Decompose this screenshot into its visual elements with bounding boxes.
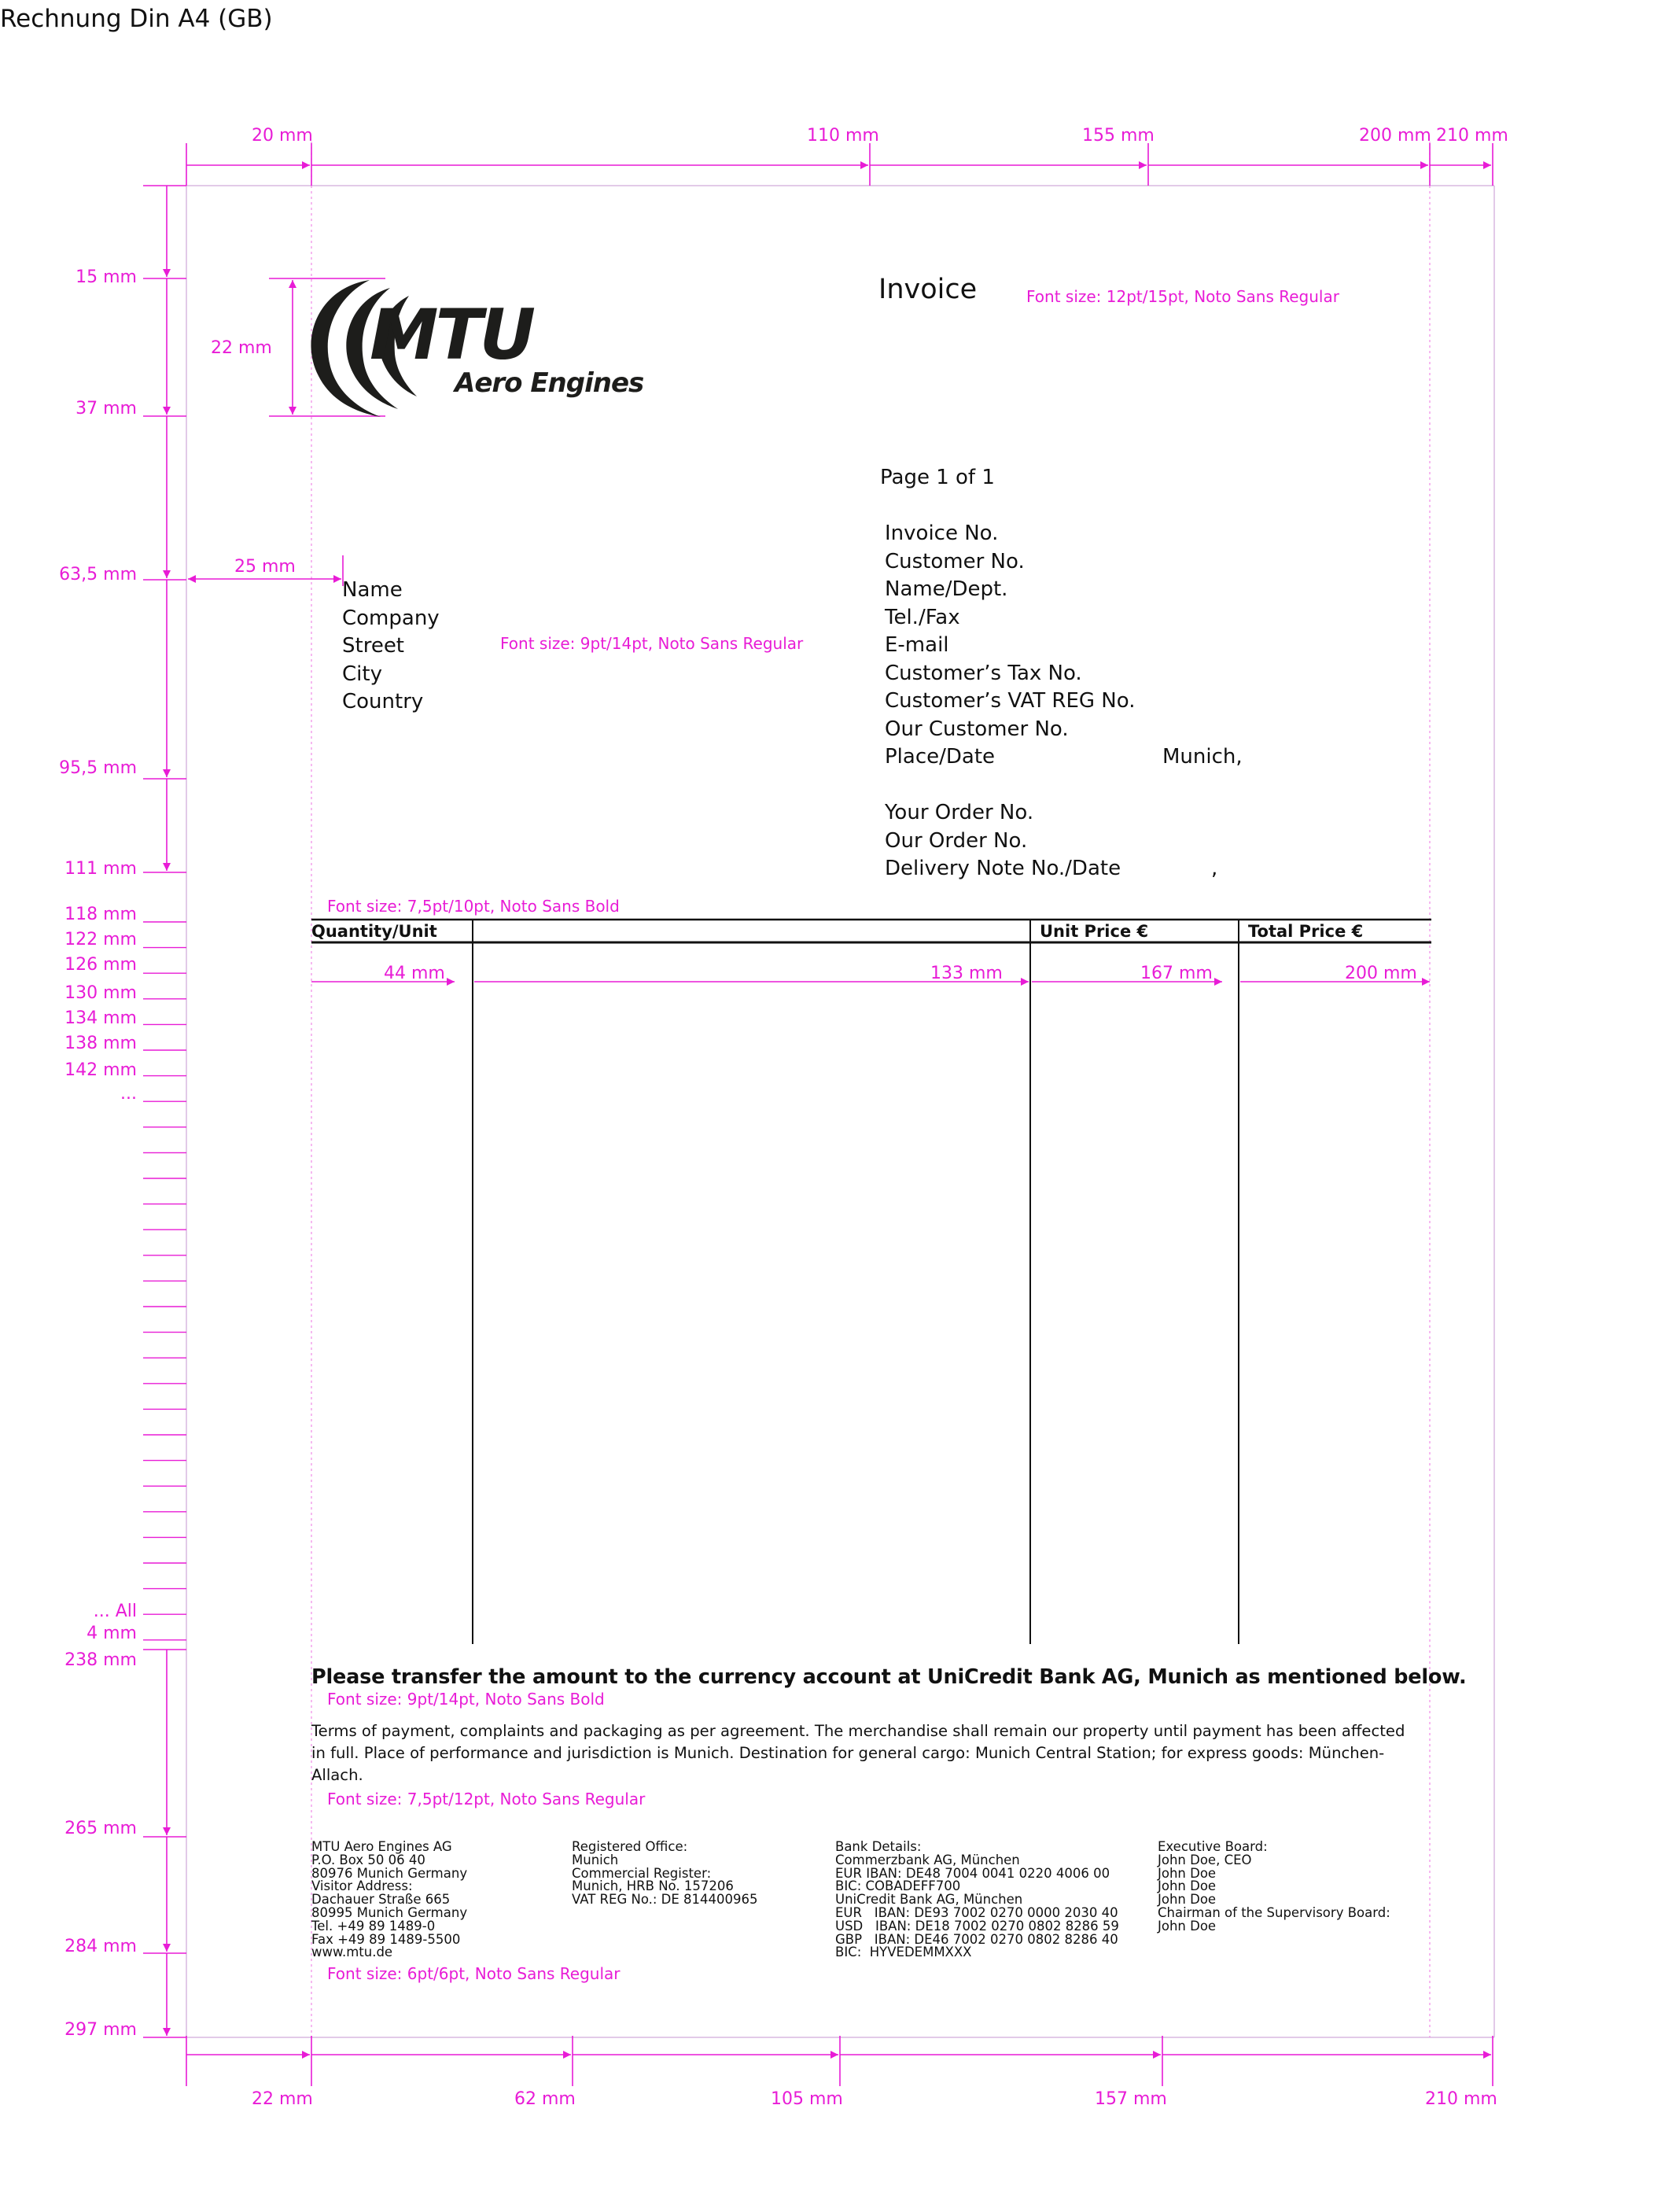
dim-left-all: ... All bbox=[93, 1602, 137, 1621]
dim-left-297: 297 mm bbox=[64, 2020, 137, 2040]
terms-line-3: Allach. bbox=[311, 1766, 363, 1784]
table-header-quantity: Quantity/Unit bbox=[311, 922, 437, 941]
dim-bottom-157: 157 mm bbox=[1095, 2089, 1167, 2109]
address-note: Font size: 9pt/14pt, Noto Sans Regular bbox=[500, 634, 804, 653]
info-place-value: Munich, bbox=[1162, 745, 1243, 769]
dim-left-130: 130 mm bbox=[64, 983, 137, 1003]
top-dimension-line bbox=[186, 143, 1493, 186]
dim-left-122: 122 mm bbox=[64, 930, 137, 949]
info-delivery-separator: , bbox=[1211, 857, 1218, 880]
footer-company: MTU Aero Engines AG P.O. Box 50 06 40 80976 Munich Germany Visitor Address: Dachauer Straße 665 80995 Munich Germany Tel. +49 89 1489-0 Fax +49 89 1489-5500 www.mtu.de bbox=[311, 1839, 468, 1960]
info-your-order-no: Your Order No. bbox=[885, 801, 1034, 824]
address-company: Company bbox=[342, 606, 440, 630]
address-name: Name bbox=[342, 578, 403, 602]
logo-mtu: MTU bbox=[370, 294, 533, 375]
bottom-dimension-line bbox=[186, 2036, 1493, 2086]
dim-left-15: 15 mm bbox=[75, 267, 137, 287]
dim-top-155: 155 mm bbox=[1082, 126, 1155, 146]
terms-line-2: in full. Place of performance and jurisdiction is Munich. Destination for general cargo: Munich Central Station; for express goods: München- bbox=[311, 1744, 1385, 1762]
dim-logo-22: 22 mm bbox=[211, 338, 272, 358]
dim-indent-25: 25 mm bbox=[234, 557, 296, 577]
info-delivery-note: Delivery Note No./Date bbox=[885, 857, 1121, 880]
dim-bottom-210: 210 mm bbox=[1425, 2089, 1497, 2109]
dim-col-167: 167 mm bbox=[1140, 964, 1213, 983]
dim-left-142: 142 mm bbox=[64, 1060, 137, 1080]
footer-office: Registered Office: Munich Commercial Register: Munich, HRB No. 157206 VAT REG No.: DE 814400965 bbox=[572, 1839, 758, 1908]
address-city: City bbox=[342, 662, 382, 686]
info-tel-fax: Tel./Fax bbox=[885, 605, 960, 629]
invoice-table-lines bbox=[311, 920, 1431, 1644]
address-street: Street bbox=[342, 634, 405, 658]
info-tax-no: Customer’s Tax No. bbox=[885, 661, 1082, 685]
dim-col-133: 133 mm bbox=[930, 964, 1003, 983]
info-our-customer-no: Our Customer No. bbox=[885, 717, 1069, 741]
footer-note: Font size: 6pt/6pt, Noto Sans Regular bbox=[327, 1964, 621, 1983]
address-country: Country bbox=[342, 690, 424, 713]
footer-bank: Bank Details: Commerzbank AG, München EUR IBAN: DE48 7004 0041 0220 4006 00 BIC: COBADEFF700 UniCredit Bank AG, München EUR IBAN: DE93 7002 0270 0000 2030 40 USD IBAN: DE18 7002 0270 0802 8286 59 GBP IBAN: DE46 7002 0270 0802 8286 40 BIC: HYVEDEMMXXX bbox=[835, 1839, 1119, 1960]
info-name-dept: Name/Dept. bbox=[885, 577, 1008, 601]
info-email: E-mail bbox=[885, 633, 949, 657]
dim-col-200: 200 mm bbox=[1345, 964, 1417, 983]
dim-bottom-62: 62 mm bbox=[514, 2089, 576, 2109]
table-header-unit-price: Unit Price € bbox=[1040, 922, 1149, 941]
dim-bottom-105: 105 mm bbox=[771, 2089, 843, 2109]
info-customer-no: Customer No. bbox=[885, 549, 1025, 573]
info-place-date: Place/Date bbox=[885, 745, 996, 769]
dim-left-238: 238 mm bbox=[64, 1650, 137, 1670]
dim-left-138: 138 mm bbox=[64, 1034, 137, 1053]
dim-left-4: 4 mm bbox=[87, 1624, 137, 1643]
table-header-total-price: Total Price € bbox=[1248, 922, 1364, 941]
footer-board: Executive Board: John Doe, CEO John Doe John Doe John Doe Chairman of the Supervisory Board: John Doe bbox=[1158, 1839, 1390, 1934]
transfer-note: Font size: 9pt/14pt, Noto Sans Bold bbox=[327, 1690, 605, 1709]
page-indicator: Page 1 of 1 bbox=[880, 466, 995, 489]
invoice-heading-note: Font size: 12pt/15pt, Noto Sans Regular bbox=[1026, 287, 1339, 306]
dim-left-134: 134 mm bbox=[64, 1008, 137, 1028]
dim-top-110: 110 mm bbox=[807, 126, 879, 146]
info-spacer bbox=[885, 772, 1135, 800]
dim-left-ellipsis: ... bbox=[120, 1084, 137, 1104]
info-fields bbox=[885, 520, 1135, 883]
page-title: Rechnung Din A4 (GB) bbox=[0, 5, 273, 33]
dim-left-63-5: 63,5 mm bbox=[59, 565, 137, 584]
table-note: Font size: 7,5pt/10pt, Noto Sans Bold bbox=[327, 897, 620, 916]
dim-top-20: 20 mm bbox=[252, 126, 313, 146]
dim-left-111: 111 mm bbox=[64, 859, 137, 879]
terms-text bbox=[311, 1720, 1405, 1786]
dim-col-44: 44 mm bbox=[384, 964, 445, 983]
dim-left-284: 284 mm bbox=[64, 1937, 137, 1956]
terms-line-1: Terms of payment, complaints and packaging as per agreement. The merchandise shall remain our property until payment has been affected bbox=[311, 1722, 1405, 1740]
dim-bottom-22: 22 mm bbox=[252, 2089, 313, 2109]
info-our-order-no: Our Order No. bbox=[885, 828, 1028, 853]
transfer-statement: Please transfer the amount to the currency account at UniCredit Bank AG, Munich as mentioned below. bbox=[311, 1665, 1467, 1689]
dim-left-126: 126 mm bbox=[64, 955, 137, 975]
row-ticks bbox=[143, 922, 186, 1640]
info-vat-reg-no: Customer’s VAT REG No. bbox=[885, 689, 1136, 713]
terms-note: Font size: 7,5pt/12pt, Noto Sans Regular bbox=[327, 1790, 646, 1808]
dim-top-210: 210 mm bbox=[1436, 126, 1508, 146]
dim-left-118: 118 mm bbox=[64, 905, 137, 924]
dim-left-95-5: 95,5 mm bbox=[59, 758, 137, 778]
dim-top-200: 200 mm bbox=[1359, 126, 1431, 146]
address-block bbox=[342, 577, 440, 717]
info-invoice-no: Invoice No. bbox=[885, 522, 999, 545]
invoice-heading: Invoice bbox=[878, 274, 978, 305]
dim-left-265: 265 mm bbox=[64, 1819, 137, 1838]
logo-aero-engines: Aero Engines bbox=[455, 367, 644, 399]
dim-left-37: 37 mm bbox=[75, 399, 137, 418]
